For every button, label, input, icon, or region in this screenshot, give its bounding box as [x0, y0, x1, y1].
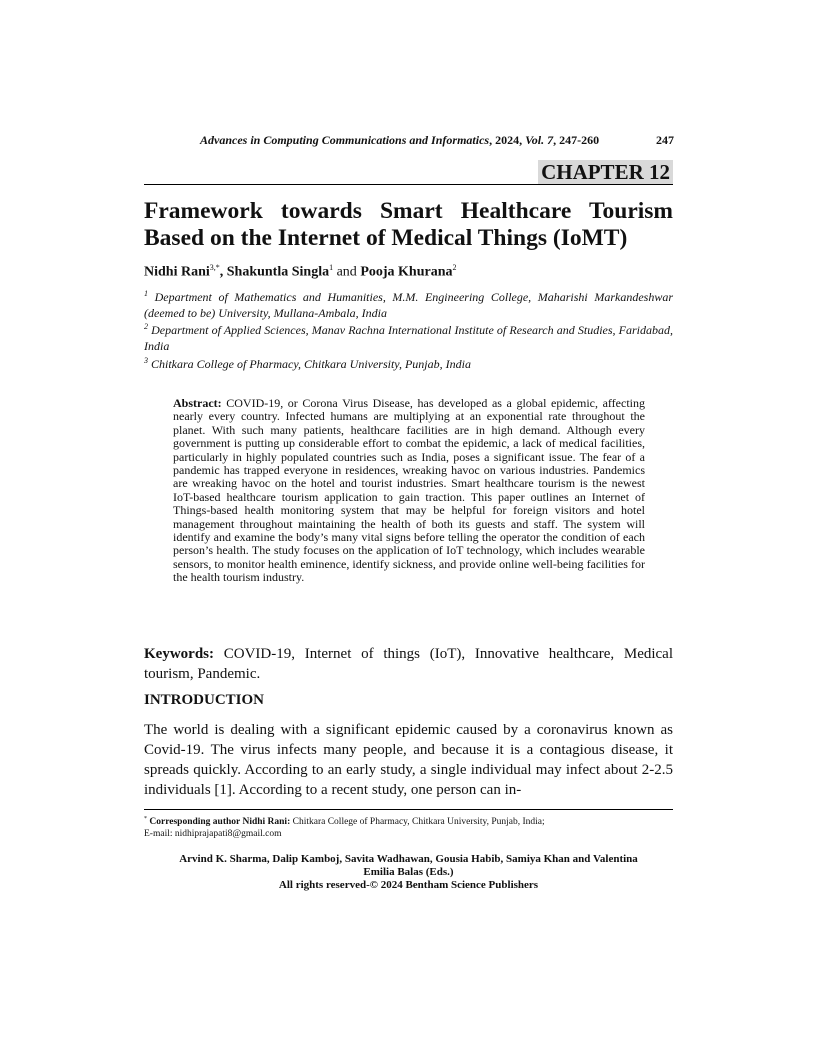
editors-line: Emilia Balas (Eds.)	[363, 866, 454, 878]
affiliation-number: 3	[144, 356, 148, 365]
journal-pages: , 247-260	[553, 133, 600, 147]
footnote	[144, 813, 673, 840]
copyright-line: All rights reserved-© 2024 Bentham Science Publishers	[278, 879, 539, 891]
editors-block	[144, 853, 673, 892]
footnote-email: E-mail: nidhiprajapati8@gmail.com	[144, 829, 282, 840]
footnote-rule	[144, 809, 673, 810]
section-heading-introduction: INTRODUCTION	[144, 692, 265, 708]
journal-year: , 2024,	[489, 133, 526, 147]
affiliation-text: Chitkara College of Pharmacy, Chitkara University, Punjab, India	[148, 357, 471, 371]
affiliation-1	[144, 286, 673, 321]
affiliation-text: Department of Mathematics and Humanities, M.M. Engineering College, Maharishi Markandeshwar (deemed to be) University, Mullana-Ambala, India	[144, 290, 673, 320]
footnote-label: Corresponding author Nidhi Rani:	[147, 817, 291, 828]
keywords-label: Keywords:	[144, 646, 214, 662]
keywords-text: COVID-19, Internet of things (IoT), Innovative healthcare, Medical tourism, Pandemic.	[144, 646, 673, 682]
running-header	[200, 133, 674, 148]
header-rule	[144, 184, 673, 185]
footnote-marker: *	[144, 816, 147, 822]
affiliation-text: Department of Applied Sciences, Manav Rachna International Institute of Research and Studies, Faridabad, India	[144, 323, 673, 353]
editors-line: Arvind K. Sharma, Dalip Kamboj, Savita Wadhawan, Gousia Habib, Samiya Khan and Valentina	[179, 853, 638, 865]
journal-volume: Vol. 7	[525, 133, 554, 147]
affiliation-number: 2	[144, 322, 148, 331]
author-list	[144, 263, 673, 281]
keywords	[144, 644, 673, 684]
abstract-text: COVID-19, or Corona Virus Disease, has developed as a global epidemic, affecting nearly every country. Infected humans are multiplying at an exponential rate throughout the planet. With such many patients, healthcare facilities are in high demand. Although every government is putting up considerable effort to combat the epidemic, a lack of medical facilities, particularly in highly populated countries such as India, poses a significant issue. The fear of a pandemic has trapped everyone in residences, wreaking havoc on various industries. Pandemics are wreaking havoc on the hotel and tourist industries. Smart healthcare tourism is the newest IoT-based healthcare tourism application to gain traction. This paper outlines an Internet of Things-based health monitoring system that may be helpful for foreign visitors and hotel management throughout maintaining the health of both its guests and staff. The system will identify and examine the body’s many vital signs before telling the operator the condition of each person’s health. The study focuses on the application of IoT technology, which includes wearable sensors, to monitor health eminence, identify sickness, and provide online well-being facilities for the health tourism industry.	[173, 396, 645, 585]
footnote-text: Chitkara College of Pharmacy, Chitkara University, Punjab, India;	[290, 817, 545, 828]
author-superscript: 1	[329, 263, 334, 272]
affiliation-2	[144, 319, 673, 354]
affiliation-number: 1	[144, 289, 148, 298]
author-separator: ,	[219, 264, 227, 280]
author-superscript: 3,*	[209, 263, 220, 272]
author-name: Pooja Khurana	[360, 264, 453, 280]
paper-title: Framework towards Smart Healthcare Tourism Based on the Internet of Medical Things (IoMT)	[144, 198, 673, 251]
journal-name: Advances in Computing Communications and Informatics	[200, 133, 490, 147]
abstract-label: Abstract:	[173, 396, 222, 410]
chapter-label: CHAPTER 12	[538, 160, 673, 184]
author-superscript: 2	[452, 263, 457, 272]
page-number: 247	[656, 133, 674, 147]
author-name: Shakuntla Singla	[226, 264, 330, 280]
affiliation-3	[144, 353, 673, 372]
author-name: Nidhi Rani	[144, 264, 210, 280]
abstract	[173, 397, 645, 585]
author-conjunction: and	[333, 264, 361, 280]
introduction-paragraph: The world is dealing with a significant epidemic caused by a coronavirus known as Covid-19. The virus infects many people, and because it is a contagious disease, it spreads quickly. According to an early study, a single individual may infect about 2-2.5 individuals [1]. According to a recent study, one person can in-	[144, 722, 673, 798]
